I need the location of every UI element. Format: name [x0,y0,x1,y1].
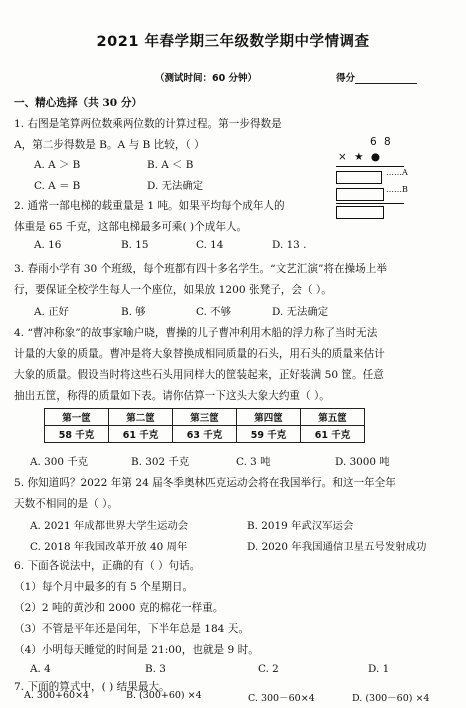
q1-option-d: D. 无法确定 [147,180,204,192]
q6-statement-2: （2）2 吨的黄沙和 2000 克的棉花一样重。 [14,602,224,614]
q4-option-d: D. 3000 吨 [335,456,390,468]
multiplier: × ★ ● [338,151,383,163]
q3-stem-line1: 3. 春雨小学有 30 个班级，每个班都有四十多名学生。“文艺汇演”将在操场上举 [14,263,387,275]
q2-option-b: B. 15 [121,239,149,251]
q1-option-c: C. A ＝ B [34,180,81,192]
table-header-cell: 第二筐 [109,409,173,426]
table-header-cell: 第一筐 [45,409,109,426]
q4-stem-line2: 计量的大象的质量。曹冲是将大象替换成相同质量的石头，用石头的质量来估计 [14,348,385,360]
q5-option-b: B. 2019 年武汉军运会 [247,520,354,532]
table-cell: 63 千克 [173,426,237,443]
label-b: ……B [386,185,408,194]
q4-option-a: A. 300 千克 [30,456,89,468]
q3-stem-line2: 行，要保证全校学生每人一个座位，如果放 1200 张凳子，会（ ）。 [14,284,332,296]
sum-rule [336,203,404,204]
partial-product-b-box [336,188,384,201]
q2-stem-line2: 体重是 65 千克，这部电梯最多可乘( )个成年人。 [14,221,248,233]
q6-option-a: A. 4 [30,663,51,675]
q6-statement-1: （1）每个月中最多的有 5 个星期日。 [14,581,194,593]
q1-option-a: A. A ＞ B [34,159,81,171]
q7-stem: 7. 下面的算式中，( ) 结果最大。 [14,681,170,693]
table-cell: 58 千克 [45,426,109,443]
page-title: 2021 年春学期三年级数学期中学情调查 [96,34,370,50]
q3-option-c: C. 不够 [196,306,231,318]
table-header-cell: 第四筐 [237,409,301,426]
section-heading: 一、精心选择（共 30 分） [14,97,143,109]
table-header-cell: 第五筐 [301,409,365,426]
q2-option-a: A. 16 [34,239,62,251]
q7-option-a: A. 300+60×4 [24,690,90,701]
basket-weight-table [44,408,365,443]
table-cell: 61 千克 [301,426,365,443]
score-label: 得分 [336,73,356,84]
product-box [336,206,384,219]
score-field [336,70,417,84]
test-time: （测试时间：60 分钟） [155,73,258,84]
score-blank [355,73,417,84]
q2-option-d: D. 13 . [272,239,307,251]
q1-stem-line2: A，第二步得数是 B。A 与 B 比较，（ ） [14,139,205,151]
q7-option-d: D. (300－60) ×4 [352,693,430,704]
q7-option-b: B. (300+60) ×4 [126,690,202,701]
q3-option-b: B. 够 [121,306,146,318]
multiplicand: 6 8 [370,136,393,148]
partial-product-a-box [336,171,382,184]
q6-statement-3: （3）不管是平年还是闰年，下半年总是 184 天。 [14,623,249,635]
q5-stem-line2: 天数不相同的是（ ）。 [14,498,119,510]
q4-option-c: C. 3 吨 [236,456,271,468]
q4-option-b: B. 302 千克 [131,456,190,468]
q4-stem-line1: 4. “曹冲称象”的故事家喻户晓，曹操的儿子曹冲利用木船的浮力称了当时无法 [14,327,378,339]
q1-stem-line1: 1. 右图是笔算两位数乘两位数的计算过程。第一步得数是 [14,118,282,130]
table-cell: 59 千克 [237,426,301,443]
q3-option-a: A. 正好 [34,306,69,318]
q6-statement-4: （4）小明每天睡觉的时间是 21:00，也就是 9 时。 [14,644,259,656]
q4-stem-line3: 大象的质量。假设当时将这些石头用同样大的筐装起来，正好装满 50 筐。任意 [14,369,384,381]
q4-stem-line4: 抽出五筐，称得的质量如下表。请你估算一下这头大象大约重（ ）。 [14,390,330,402]
q2-option-c: C. 14 [196,239,224,251]
q1-option-b: B. A ＜ B [147,159,194,171]
q5-option-c: C. 2018 年我国改革开放 40 周年 [30,541,188,553]
q6-stem: 6. 下面各说法中，正确的有（ ）句话。 [14,560,201,572]
q7-option-c: C. 300－60×4 [248,693,315,704]
q5-option-a: A. 2021 年成都世界大学生运动会 [30,520,189,532]
table-row [45,426,365,443]
q3-option-d: D. 无法确定 [272,306,329,318]
q2-stem-line1: 2. 通常一部电梯的载重量是 1 吨。如果平均每个成年人的 [14,200,285,212]
q6-option-c: C. 2 [258,663,279,675]
multiplication-diagram [336,136,461,222]
q5-stem-line1: 5. 你知道吗？2022 年第 24 届冬季奥林匹克运动会将在我国举行。和这一年全年 [14,477,396,489]
q6-option-d: D. 1 [368,663,390,675]
table-header-cell: 第三筐 [173,409,237,426]
table-header-row [45,409,365,426]
product-rule [336,166,404,167]
q5-option-d: D. 2020 年我国通信卫星五号发射成功 [247,541,427,553]
label-a: ……A [386,168,408,177]
table-cell: 61 千克 [109,426,173,443]
q6-option-b: B. 3 [145,663,166,675]
